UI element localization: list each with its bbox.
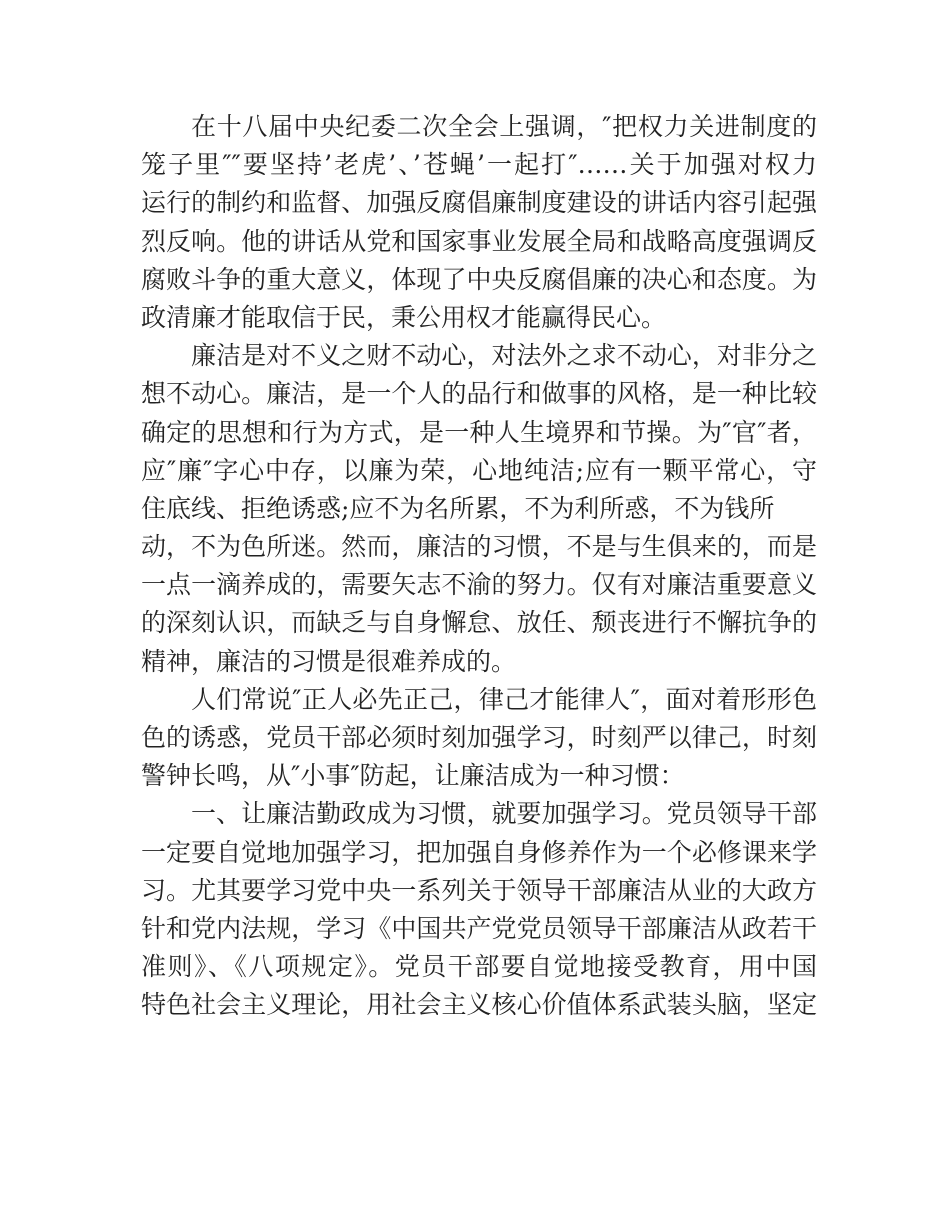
text-line: 运行的制约和监督、加强反腐倡廉制度建设的讲话内容引起强 — [141, 188, 817, 218]
text-line: 廉洁是对不义之财不动心，对法外之求不动心，对非分之 — [191, 341, 817, 371]
text-line: 特色社会主义理论，用社会主义核心价值体系武装头脑，坚定 — [141, 990, 817, 1020]
text-line: 针和党内法规，学习《中国共产党党员领导干部廉洁从政若干 — [141, 913, 817, 943]
text-line: 习。尤其要学习党中央一系列关于领导干部廉洁从业的大政方 — [141, 875, 817, 905]
document-body — [141, 108, 817, 1025]
text-line: 准则》、《八项规定》。党员干部要自觉地接受教育，用中国 — [141, 952, 817, 982]
text-line: 政清廉才能取信于民，秉公用权才能赢得民心。 — [141, 302, 667, 332]
text-line: 一点一滴养成的，需要矢志不渝的努力。仅有对廉洁重要意义 — [141, 570, 817, 600]
text-line: 腐败斗争的重大意义，体现了中央反腐倡廉的决心和态度。为 — [141, 264, 817, 294]
text-line: 笼子里″″要坚持’老虎’、’苍蝇’一起打″……关于加强对权力 — [141, 150, 817, 180]
text-line: 一定要自觉地加强学习，把加强自身修养作为一个必修课来学 — [141, 837, 817, 867]
text-line: 想不动心。廉洁，是一个人的品行和做事的风格，是一种比较 — [141, 379, 817, 409]
text-line: 警钟长鸣，从″小事″防起，让廉洁成为一种习惯： — [141, 761, 685, 791]
text-line: 精神，廉洁的习惯是很难养成的。 — [141, 646, 517, 676]
text-line: 的深刻认识，而缺乏与自身懈怠、放任、颓丧进行不懈抗争的 — [141, 608, 817, 638]
text-line: 住底线、拒绝诱惑;应不为名所累，不为利所惑，不为钱所 — [141, 493, 775, 523]
text-line: 烈反响。他的讲话从党和国家事业发展全局和战略高度强调反 — [141, 226, 817, 256]
text-line: 应″廉″字心中存，以廉为荣，心地纯洁;应有一颗平常心，守 — [141, 455, 817, 485]
text-line: 在十八届中央纪委二次全会上强调，″把权力关进制度的 — [191, 112, 817, 141]
text-line: 确定的思想和行为方式，是一种人生境界和节操。为″官″者， — [141, 417, 817, 447]
text-line: 一、让廉洁勤政成为习惯，就要加强学习。党员领导干部 — [191, 799, 817, 829]
paragraph-1 — [141, 108, 817, 337]
paragraph-4 — [141, 795, 817, 1024]
text-line: 色的诱惑，党员干部必须时刻加强学习，时刻严以律己，时刻 — [141, 723, 817, 752]
text-line: 人们常说″正人必先正己，律己才能律人″，面对着形形色 — [191, 684, 817, 714]
text-line: 动，不为色所迷。然而，廉洁的习惯，不是与生俱来的，而是 — [141, 532, 817, 562]
paragraph-3 — [141, 681, 817, 796]
paragraph-2 — [141, 337, 817, 681]
